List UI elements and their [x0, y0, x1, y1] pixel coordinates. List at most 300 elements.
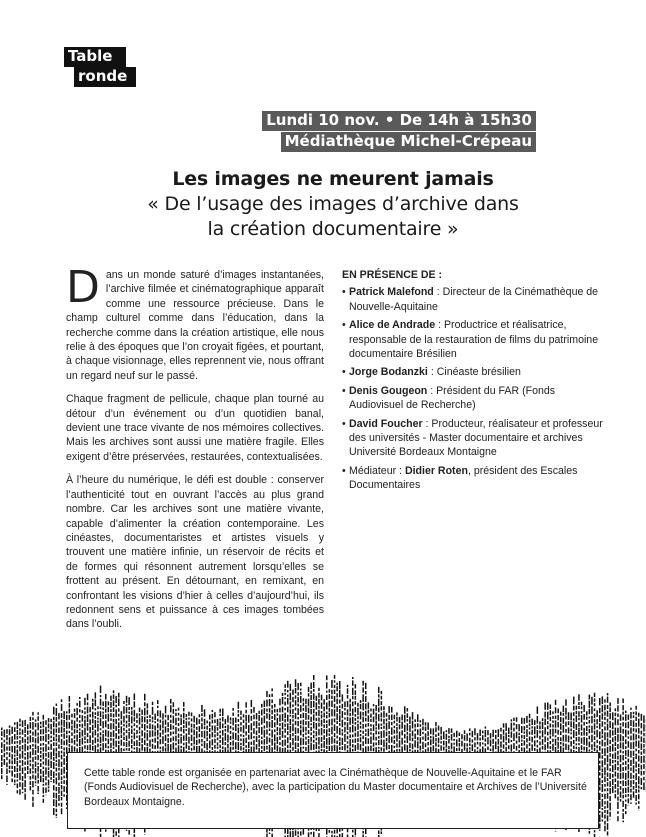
wave-bar: [201, 718, 203, 722]
wave-bar: [495, 741, 497, 749]
wave-bar: [74, 709, 76, 712]
wave-bar: [638, 801, 640, 804]
wave-bar: [352, 696, 354, 699]
wave-bar: [368, 715, 370, 722]
wave-bar: [630, 742, 632, 749]
wave-bar: [539, 742, 541, 746]
wave-bar: [170, 738, 172, 742]
wave-bar: [79, 701, 81, 708]
wave-bar: [24, 788, 26, 792]
wave-bar: [115, 705, 117, 708]
wave-bar: [11, 746, 13, 753]
wave-bar: [4, 730, 6, 738]
wave-bar: [303, 829, 305, 835]
wave-bar: [521, 740, 523, 742]
wave-bar: [9, 753, 11, 758]
wave-bar: [40, 729, 42, 734]
wave-bar: [643, 733, 645, 737]
wave-bar: [100, 699, 102, 706]
wave-bar: [84, 720, 86, 727]
wave-bar: [24, 794, 26, 800]
wave-bar: [409, 725, 411, 732]
wave-bar: [459, 738, 461, 742]
wave-bar: [53, 757, 55, 761]
wave-bar: [625, 811, 627, 814]
date-time: Lundi 10 nov. • De 14h à 15h30: [262, 111, 536, 131]
wave-bar: [56, 729, 58, 733]
wave-bar: [261, 704, 263, 708]
speaker-item: [342, 417, 604, 460]
wave-bar: [115, 733, 117, 739]
wave-bar: [277, 737, 279, 744]
wave-bar: [126, 725, 128, 728]
wave-bar: [617, 773, 619, 779]
wave-bar: [180, 718, 182, 725]
wave-bar: [539, 725, 541, 729]
wave-bar: [620, 781, 622, 784]
wave-bar: [427, 742, 429, 746]
wave-bar: [422, 719, 424, 726]
wave-bar: [251, 700, 253, 707]
wave-bar: [243, 720, 245, 724]
wave-bar: [1, 762, 3, 767]
wave-bar: [30, 760, 32, 763]
wave-bar: [365, 711, 367, 717]
wave-bar: [19, 728, 21, 731]
wave-bar: [617, 797, 619, 801]
wave-bar: [633, 757, 635, 764]
wave-bar: [74, 735, 76, 739]
wave-bar: [318, 693, 320, 698]
wave-bar: [615, 794, 617, 798]
wave-bar: [253, 736, 255, 738]
wave-bar: [599, 761, 601, 764]
wave-bar: [56, 742, 58, 746]
wave-bar: [547, 703, 549, 710]
wave-bar: [115, 741, 117, 748]
wave-bar: [602, 808, 604, 810]
wave-bar: [498, 729, 500, 737]
wave-bar: [555, 720, 557, 727]
wave-bar: [347, 722, 349, 730]
wave-bar: [625, 800, 627, 802]
wave-bar: [310, 723, 312, 725]
wave-bar: [232, 747, 234, 750]
wave-bar: [284, 689, 286, 692]
wave-bar: [490, 740, 492, 747]
wave-bar: [591, 735, 593, 743]
wave-bar: [599, 815, 601, 823]
wave-bar: [160, 733, 162, 738]
wave-bar: [27, 730, 29, 734]
wave-bar: [287, 745, 289, 748]
wave-bar: [144, 740, 146, 745]
wave-bar: [539, 736, 541, 740]
wave-bar: [173, 709, 175, 714]
wave-bar: [352, 830, 354, 833]
wave-bar: [492, 745, 494, 752]
wave-bar: [347, 717, 349, 721]
wave-bar: [97, 718, 99, 720]
wave-bar: [336, 741, 338, 745]
wave-bar: [599, 746, 601, 751]
wave-bar: [394, 746, 396, 748]
wave-bar: [352, 725, 354, 733]
wave-bar: [144, 708, 146, 716]
wave-bar: [615, 718, 617, 726]
wave-bar: [284, 684, 286, 688]
wave-bar: [48, 771, 50, 778]
wave-bar: [635, 795, 637, 801]
wave-bar: [407, 736, 409, 744]
wave-bar: [152, 744, 154, 749]
wave-bar: [282, 707, 284, 713]
wave-bar: [123, 749, 125, 752]
wave-bar: [30, 763, 32, 766]
wave-bar: [274, 709, 276, 713]
wave-bar: [79, 739, 81, 746]
wave-bar: [557, 715, 559, 721]
wave-bar: [6, 757, 8, 760]
wave-bar: [334, 733, 336, 737]
wave-bar: [113, 730, 115, 737]
wave-bar: [615, 736, 617, 741]
wave-bar: [279, 723, 281, 726]
wave-bar: [27, 737, 29, 741]
wave-bar: [321, 737, 323, 742]
wave-bar: [625, 761, 627, 765]
wave-bar: [407, 713, 409, 718]
wave-bar: [89, 707, 91, 712]
wave-bar: [35, 719, 37, 721]
wave-bar: [487, 730, 489, 735]
wave-bar: [329, 830, 331, 833]
wave-bar: [438, 726, 440, 731]
paragraph-1: [66, 262, 324, 383]
wave-bar: [625, 788, 627, 793]
wave-bar: [209, 722, 211, 727]
wave-bar: [6, 784, 8, 785]
wave-bar: [113, 719, 115, 722]
wave-bar: [35, 744, 37, 749]
wave-bar: [347, 745, 349, 748]
wave-bar: [290, 831, 292, 837]
wave-bar: [617, 705, 619, 711]
wave-bar: [329, 728, 331, 732]
wave-bar: [61, 791, 63, 797]
wave-bar: [170, 724, 172, 730]
wave-bar: [193, 730, 195, 736]
wave-bar: [297, 692, 299, 696]
wave-bar: [201, 723, 203, 729]
wave-bar: [615, 778, 617, 782]
wave-bar: [102, 743, 104, 751]
wave-bar: [274, 722, 276, 727]
wave-bar: [264, 739, 266, 745]
wave-bar: [487, 747, 489, 751]
paragraph-1-text: ans un monde saturé d’images instantanées, l’archive filmée et cinématographique apparaît comme une ressource précieuse. Dans le champ culturel comme dans l’éducation, dans la recherche comme dans la création artistique, elle nous relie à des époques que l’on croyait figées, et pourtant, à chaque visionnage, elles reprennent vie, nous offrant un regard neuf sur le passé.: [66, 269, 324, 382]
wave-bar: [121, 720, 123, 724]
wave-bar: [30, 735, 32, 742]
wave-bar: [360, 734, 362, 736]
wave-bar: [534, 736, 536, 739]
wave-bar: [308, 699, 310, 707]
wave-bar: [563, 743, 565, 747]
wave-bar: [1, 768, 3, 774]
wave-bar: [602, 768, 604, 772]
wave-bar: [284, 693, 286, 695]
wave-bar: [596, 710, 598, 717]
wave-bar: [604, 821, 606, 825]
wave-bar: [381, 706, 383, 710]
wave-bar: [230, 731, 232, 734]
wave-bar: [225, 742, 227, 745]
wave-bar: [453, 733, 455, 737]
wave-bar: [347, 736, 349, 740]
wave-bar: [30, 745, 32, 749]
wave-bar: [318, 746, 320, 750]
wave-bar: [217, 727, 219, 731]
wave-bar: [524, 740, 526, 745]
wave-bar: [552, 739, 554, 743]
wave-bar: [284, 708, 286, 710]
wave-bar: [100, 686, 102, 694]
wave-bar: [633, 728, 635, 732]
wave-bar: [235, 742, 237, 749]
wave-bar: [167, 744, 169, 752]
wave-bar: [461, 734, 463, 739]
wave-bar: [227, 744, 229, 749]
wave-bar: [165, 735, 167, 741]
wave-bar: [617, 767, 619, 771]
wave-bar: [196, 718, 198, 725]
wave-bar: [326, 682, 328, 688]
wave-bar: [472, 739, 474, 742]
wave-bar: [469, 738, 471, 743]
wave-bar: [157, 736, 159, 739]
wave-bar: [331, 727, 333, 735]
wave-bar: [269, 694, 271, 697]
wave-bar: [24, 734, 26, 737]
wave-bar: [430, 728, 432, 734]
wave-bar: [136, 736, 138, 738]
wave-bar: [391, 737, 393, 743]
wave-bar: [617, 788, 619, 795]
wave-bar: [17, 773, 19, 778]
wave-bar: [308, 739, 310, 744]
wave-bar: [555, 700, 557, 705]
wave-bar: [261, 737, 263, 740]
wave-bar: [586, 738, 588, 746]
wave-bar: [290, 742, 292, 748]
wave-bar: [352, 688, 354, 695]
wave-bar: [347, 701, 349, 707]
wave-bar: [253, 740, 255, 745]
wave-bar: [14, 727, 16, 732]
wave-bar: [310, 695, 312, 700]
wave-bar: [56, 763, 58, 766]
event-title: [90, 168, 576, 242]
wave-bar: [596, 730, 598, 738]
wave-bar: [43, 767, 45, 770]
wave-bar: [214, 712, 216, 717]
wave-bar: [578, 694, 580, 701]
wave-bar: [9, 766, 11, 770]
wave-bar: [602, 735, 604, 738]
wave-bar: [378, 714, 380, 721]
wave-bar: [378, 724, 380, 730]
wave-bar: [105, 829, 107, 831]
wave-bar: [204, 731, 206, 739]
wave-bar: [63, 794, 65, 797]
wave-bar: [24, 744, 26, 752]
wave-bar: [602, 740, 604, 747]
wave-bar: [381, 724, 383, 726]
venue: Médiathèque Michel-Crépeau: [281, 132, 536, 152]
wave-bar: [602, 819, 604, 821]
wave-bar: [404, 715, 406, 723]
wave-bar: [604, 748, 606, 756]
wave-bar: [113, 738, 115, 746]
wave-bar: [609, 812, 611, 817]
wave-bar: [443, 741, 445, 746]
wave-bar: [638, 786, 640, 789]
wave-bar: [37, 723, 39, 731]
wave-bar: [641, 752, 643, 755]
wave-bar: [612, 722, 614, 729]
wave-bar: [269, 733, 271, 735]
wave-bar: [599, 778, 601, 786]
wave-bar: [602, 773, 604, 778]
wave-bar: [17, 741, 19, 743]
wave-bar: [552, 724, 554, 727]
wave-bar: [357, 716, 359, 719]
wave-bar: [560, 737, 562, 741]
wave-bar: [79, 709, 81, 712]
wave-bar: [479, 738, 481, 741]
wave-bar: [635, 749, 637, 752]
wave-bar: [141, 716, 143, 722]
wave-bar: [388, 735, 390, 743]
wave-bar: [391, 727, 393, 735]
wave-bar: [115, 726, 117, 731]
wave-bar: [69, 722, 71, 728]
wave-bar: [539, 721, 541, 724]
wave-bar: [609, 753, 611, 757]
wave-bar: [329, 746, 331, 751]
wave-bar: [297, 736, 299, 741]
wave-bar: [118, 745, 120, 752]
wave-bar: [334, 675, 336, 679]
wave-bar: [326, 691, 328, 693]
wave-bar: [160, 720, 162, 723]
wave-bar: [32, 744, 34, 747]
wave-bar: [412, 721, 414, 729]
wave-bar: [599, 793, 601, 800]
wave-bar: [282, 722, 284, 729]
wave-bar: [147, 743, 149, 746]
wave-bar: [596, 726, 598, 728]
wave-bar: [427, 731, 429, 736]
paragraph-2: Chaque fragment de pellicule, chaque plan tourné au détour d’un événement ou d’un quotidien banal, devient une trace vivante de nos mémoires collectives. Mais les archives sont aussi une matière fragile. Elles exigent d’être préservées, restaurées, contextualisées.: [66, 393, 324, 463]
wave-bar: [162, 730, 164, 735]
wave-bar: [508, 728, 510, 735]
wave-bar: [604, 776, 606, 782]
wave-bar: [61, 781, 63, 784]
wave-bar: [542, 718, 544, 721]
wave-bar: [482, 743, 484, 745]
wave-bar: [37, 712, 39, 715]
wave-bar: [40, 759, 42, 762]
wave-bar: [201, 705, 203, 712]
wave-bar: [40, 747, 42, 750]
wave-bar: [32, 781, 34, 788]
wave-bar: [622, 736, 624, 741]
title-sub-1: « De l’usage des images d’archive dans: [147, 193, 519, 215]
wave-bar: [74, 747, 76, 752]
wave-bar: [440, 727, 442, 734]
wave-bar: [576, 715, 578, 722]
wave-bar: [443, 731, 445, 739]
wave-bar: [53, 742, 55, 746]
wave-bar: [339, 728, 341, 735]
wave-bar: [209, 715, 211, 720]
wave-bar: [37, 773, 39, 779]
wave-bar: [11, 736, 13, 744]
speaker-item: [342, 384, 604, 413]
wave-bar: [339, 747, 341, 750]
wave-bar: [131, 736, 133, 738]
wave-bar: [30, 730, 32, 733]
wave-bar: [35, 730, 37, 737]
wave-bar: [56, 814, 58, 816]
wave-bar: [622, 751, 624, 753]
wave-bar: [66, 731, 68, 735]
wave-bar: [313, 714, 315, 720]
wave-bar: [292, 733, 294, 736]
wave-bar: [630, 802, 632, 804]
wave-bar: [97, 706, 99, 709]
wave-bar: [89, 735, 91, 743]
wave-bar: [609, 730, 611, 738]
wave-bar: [9, 726, 11, 728]
wave-bar: [277, 732, 279, 735]
wave-bar: [149, 731, 151, 738]
wave-bar: [35, 738, 37, 743]
wave-bar: [69, 715, 71, 720]
wave-bar: [339, 723, 341, 726]
wave-bar: [607, 732, 609, 737]
wave-bar: [531, 744, 533, 751]
wave-bar: [589, 709, 591, 714]
wave-bar: [193, 716, 195, 723]
wave-bar: [628, 798, 630, 803]
wave-bar: [82, 738, 84, 745]
wave-bar: [50, 724, 52, 730]
wave-bar: [368, 710, 370, 714]
wave-bar: [63, 711, 65, 719]
wave-bar: [511, 744, 512, 751]
wave-bar: [360, 712, 362, 720]
wave-bar: [170, 744, 172, 752]
wave-bar: [180, 734, 182, 736]
wave-bar: [602, 799, 604, 807]
wave-bar: [53, 729, 55, 736]
wave-bar: [334, 745, 336, 751]
wave-bar: [84, 711, 86, 714]
wave-bar: [35, 781, 37, 783]
wave-bar: [581, 711, 583, 714]
